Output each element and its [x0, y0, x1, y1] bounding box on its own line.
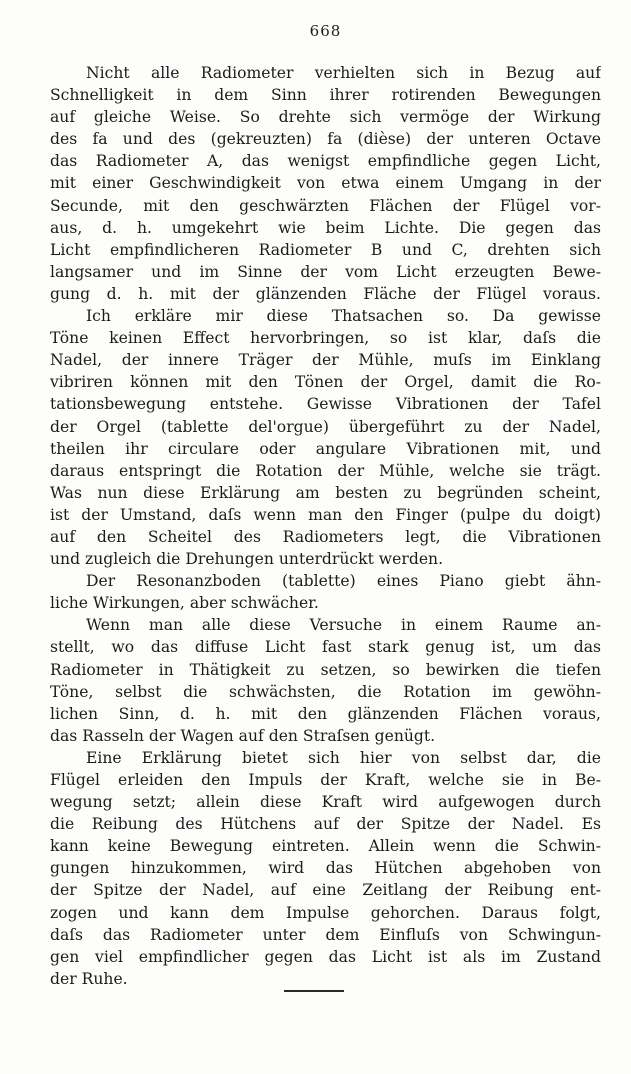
- paragraph-2: [50, 305, 601, 570]
- page-number: 668: [309, 22, 342, 40]
- text-line: auf den Scheitel des Radiometers legt, die Vibrationen: [50, 527, 601, 546]
- text-line: Secunde, mit den geschwärzten Flächen der Flügel vor-: [50, 196, 601, 215]
- text-line: das Radiometer A, das wenigst empfindliche gegen Licht,: [50, 152, 601, 171]
- text-line: vibriren können mit den Tönen der Orgel, damit die Ro-: [50, 373, 601, 392]
- text-line: langsamer und im Sinne der vom Licht erzeugten Bewe-: [50, 262, 601, 281]
- text-line: zogen und kann dem Impulse gehorchen. Daraus folgt,: [50, 903, 601, 922]
- text-line: die Reibung des Hütchens auf der Spitze der Nadel. Es: [50, 815, 601, 834]
- text-line: Töne keinen Effect hervorbringen, so ist klar, daſs die: [50, 329, 601, 348]
- text-line: Der Resonanzboden (tablette) eines Piano giebt ähn-: [86, 572, 601, 591]
- text-line: der Orgel (tablette del'orgue) übergeführt zu der Nadel,: [50, 417, 601, 436]
- text-line: Nicht alle Radiometer verhielten sich in Bezug auf: [86, 64, 601, 82]
- paragraph-4: [50, 614, 601, 747]
- text-line: Flügel erleiden den Impuls der Kraft, welche sie in Be-: [50, 771, 601, 789]
- text-line: gen viel empfindlicher gegen das Licht ist als im Zustand: [50, 947, 601, 966]
- text-line: Ich erkläre mir diese Thatsachen so. Da gewisse: [86, 307, 601, 326]
- text-line: Wenn man alle diese Versuche in einem Raume an-: [86, 616, 601, 635]
- text-line: Radiometer in Thätigkeit zu setzen, so bewirken die tiefen: [50, 660, 601, 679]
- paragraph-1: [50, 62, 601, 305]
- paragraph-3: [50, 570, 601, 614]
- text-line: lichen Sinn, d. h. mit den glänzenden Flächen voraus,: [50, 704, 601, 723]
- text-line: Was nun diese Erklärung am besten zu begründen scheint,: [50, 483, 601, 502]
- text-line: das Rasseln der Wagen auf den Straſsen genügt.: [50, 726, 436, 745]
- text-line: der Ruhe.: [50, 969, 128, 988]
- body-text: [50, 62, 601, 990]
- text-line: Eine Erklärung bietet sich hier von selbst dar, die: [86, 748, 601, 767]
- text-line: gungen hinzukommen, wird das Hütchen abgehoben von: [50, 859, 601, 878]
- text-line: kann keine Bewegung eintreten. Allein wenn die Schwin-: [50, 837, 601, 856]
- text-line: der Spitze der Nadel, auf eine Zeitlang der Reibung ent-: [50, 881, 601, 900]
- text-line: liche Wirkungen, aber schwächer.: [50, 594, 319, 613]
- text-line: stellt, wo das diffuse Licht fast stark genug ist, um das: [50, 638, 601, 657]
- text-line: mit einer Geschwindigkeit von etwa einem Umgang in der: [50, 174, 601, 193]
- paragraph-5: [50, 747, 601, 990]
- text-line: daraus entspringt die Rotation der Mühle, welche sie trägt.: [50, 461, 601, 480]
- text-line: und zugleich die Drehungen unterdrückt werden.: [50, 550, 444, 569]
- text-line: Schnelligkeit in dem Sinn ihrer rotirenden Bewegungen: [50, 86, 601, 105]
- text-line: gung d. h. mit der glänzenden Fläche der Flügel voraus.: [50, 284, 601, 303]
- text-line: ist der Umstand, daſs wenn man den Finger (pulpe du doigt): [50, 505, 601, 524]
- text-line: des fa und des (gekreuzten) fa (dièse) der unteren Octave: [50, 130, 601, 149]
- text-line: wegung setzt; allein diese Kraft wird aufgewogen durch: [50, 793, 601, 812]
- text-line: auf gleiche Weise. So drehte sich vermöge der Wirkung: [50, 108, 601, 127]
- text-line: daſs das Radiometer unter dem Einfluſs von Schwingun-: [50, 925, 601, 944]
- end-rule: [284, 990, 344, 992]
- text-line: theilen ihr circulare oder angulare Vibrationen mit, und: [50, 439, 601, 458]
- text-line: tationsbewegung entstehe. Gewisse Vibrationen der Tafel: [50, 395, 601, 414]
- text-line: aus, d. h. umgekehrt wie beim Lichte. Die gegen das: [50, 218, 601, 237]
- text-line: Licht empfindlicheren Radiometer B und C, drehten sich: [50, 240, 601, 259]
- text-line: Nadel, der innere Träger der Mühle, muſs im Einklang: [50, 351, 601, 370]
- text-line: Töne, selbst die schwächsten, die Rotation im gewöhn-: [50, 682, 601, 701]
